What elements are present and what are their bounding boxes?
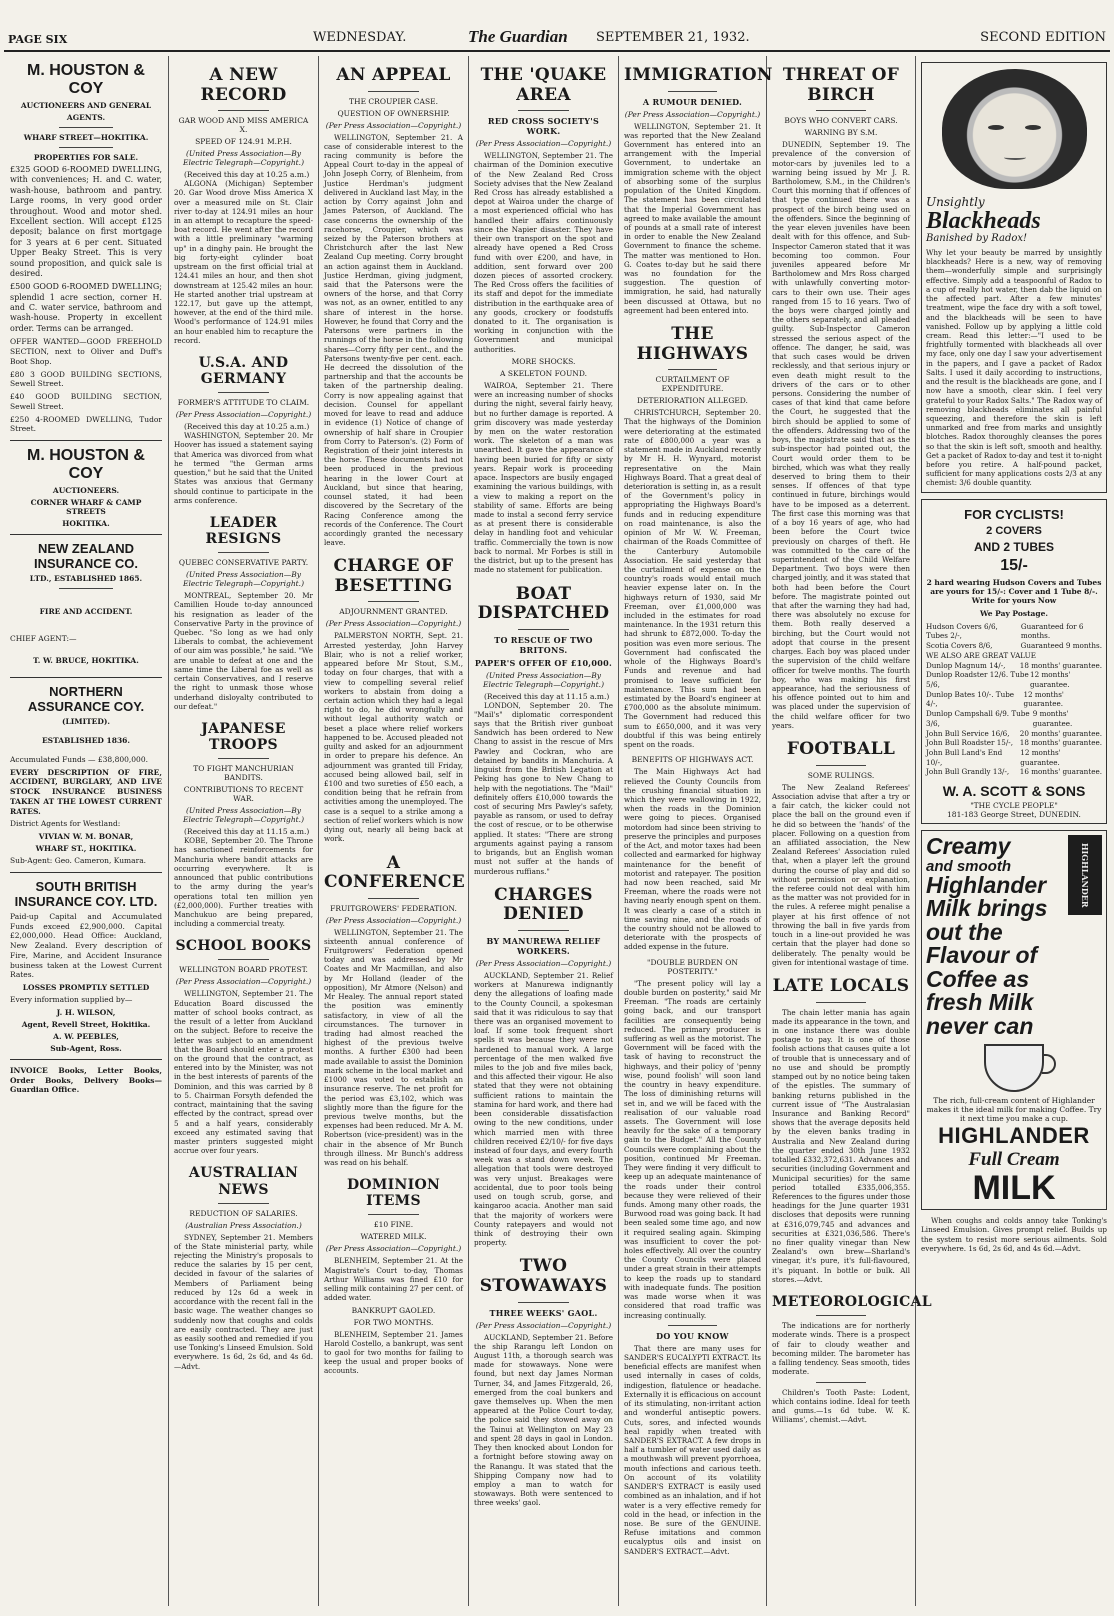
press-credit: (United Press Association—By Electric Telegraph—Copyright.) [482,670,604,689]
eye-shape [1025,125,1041,130]
price-item: John Bull Land's End 10/-, [926,748,1003,767]
headline-usa-germany: U.S.A. AND GERMANY [198,355,289,388]
milk-word: MILK [972,1169,1056,1208]
price-row [926,738,1102,748]
divider [368,91,418,92]
price-row [926,622,1102,641]
press-credit: (Per Press Association—Copyright.) [325,915,462,925]
page-number: PAGE SIX [8,33,68,46]
coffee-cup-icon [984,1044,1044,1092]
cycle-ad-tubes: AND 2 TUBES [973,539,1054,554]
subhead: RED CROSS SOCIETY'S WORK. [487,116,600,137]
subhead: WARNING BY S.M. [804,128,878,138]
houston-ad-line: AUCTIONEERS. [52,486,120,495]
column-news-6 [772,56,932,1606]
subhead: CURTAILMENT OF EXPENDITURE. [655,375,730,394]
article-body: DUNEDIN, September 19. The prevalence of the conversion of motor-cars by juveniles led to a warning being issued by Mr J. R. Bartholomew, S.M., in the Children's Court this morning that if offences of that type continued there was a prospect of the birch being used on the offenders. Since the beginning of the year eleven juveniles have been dealt with for this offence, and Sub-Inspector Cameron stated that it was becoming too common. Four juveniles appeared before Mr Bartholomew and Mrs Ross charged with unlawfully converting motor-cars to their own use. Their ages ranged from 15 to 16 years. Two of the boys were charged jointly and the others separately, and all pleaded guilty. Sub-Inspector Cameron stressed the serious aspect of the offence. The danger, he said, was that such cases would be driven recklessly, and that serious injury or even death might result to the drivers of the cars or to other persons. Considering the number of cases of that kind that came before the Court, he suggested that the birch should be applied to some of the offenders. Addressing two of the boys, the magistrate said that as the sub-inspector had pointed out, the Court would order them to be birched, which was what they really deserved to bring them to their senses. If offences of that type continued in future, birchings would have to be imposed as a deterrent. The first case this morning was that of a boy 16 years of age, who had been before the Court twice previously on charges of theft. He was committed to the care of the superintendent of the Child Welfare Department. Two boys were then charged jointly, and it was stated that both had been before the Court before. The magistrate pointed out that after the warning they had had, there was absolutely no excuse for them. Both really deserved a birching, but the Court would not adopt that course in the present charges. Each boy was placed under the supervision of the child welfare officer for twelve months. The fourth boy, who was making his first appearance, had the seriousness of his offence pointed out to him and was placed under the supervision of the child welfare officer for two years. [772,140,910,730]
south-british-ad-agent: A. W. PEEBLES, [53,1031,119,1041]
subhead: WELLINGTON BOARD PROTEST. [179,965,308,975]
milk-ad-line: Milk brings [926,895,1048,922]
milk-ad-line: and smooth [926,857,1011,875]
cycle-ad-price: 15/- [1000,556,1028,574]
divider [218,552,268,553]
subhead: THE CROUPIER CASE. [349,96,438,106]
property-listing: £325 GOOD 6-ROOMED DWELLING, with conveniences; H. and C. water, wash-house, bathroom and pantry. Large rooms, in very good order throughout. Wood and motor shed. Excellent section. Will accept £125 deposit; balance on first mortgage for 3 years at 6 per cent. Situated Upper Beaky Street. This is very sound proposition, and quick sale is desired. [10,165,162,278]
south-british-ad-name: SOUTH BRITISH INSURANCE COY. LTD. [14,878,158,909]
milk-ad-line: Flavour of [926,942,1038,969]
radox-pre-title: Unsightly [926,195,985,209]
price-item: Hudson Covers 6/6, Tubes 2/-, [926,621,998,641]
divider [518,930,568,931]
milk-brand: HIGHLANDER [938,1123,1090,1149]
radox-subtitle: Banished by Radox! [926,233,1028,244]
price-item: Dunlop Campshall 6/9. Tube 3/6, [926,709,1030,728]
column-rule [766,56,767,1606]
highlander-milk-advert [921,830,1107,1210]
property-listing: £250 4-ROOMED DWELLING, Tudor Street. [10,414,162,434]
subhead: SPEED OF 124.91 M.P.H. [195,137,292,147]
price-guarantee: 12 months' guarantee. [1023,689,1064,709]
price-row [926,767,1102,777]
headline-australian-news: AUSTRALIAN NEWS [188,1165,299,1198]
subhead-do-you-know: DO YOU KNOW [656,1330,729,1341]
south-british-ad-body: Paid-up Capital and Accumulated Funds exceed £2,900,000. Capital £2,000,000. Head Office: Auckland, New Zealand. Every description of Fire, Marine, and Accident Insurance business taken at the Lowest Current Rates. [10,911,162,980]
property-listing: £80 3 GOOD BUILDING SECTIONS, Sewell Street. [10,369,162,389]
headline-immigration: IMMIGRATION [624,65,773,85]
price-item: Scotia Covers 8/6, [926,641,993,651]
divider [10,440,162,441]
divider [218,1203,268,1204]
headline-an-appeal: AN APPEAL [336,65,451,85]
subhead: QUEBEC CONSERVATIVE PARTY. [178,558,309,568]
northern-ad-agent: VIVIAN W. M. BONAR, [38,832,134,841]
price-item: Dunlop Roadster 12/6. Tube 5/6, [926,670,1029,689]
column-rule [168,56,169,1606]
northern-ad-ltd: (LIMITED). [61,716,111,726]
divider [668,369,717,370]
price-item: Dunlop Bates 10/-. Tube 4/-, [926,689,1015,709]
milk-ad-line: never can [926,1012,1034,1039]
price-row [926,709,1102,728]
subhead: QUESTION OF OWNERSHIP. [337,108,450,118]
article-body: CHRISTCHURCH, September 20. That the highways of the Dominion were deteriorating at the estimated rate of £800,000 a year was a statement made in Auckland recently by Mr H. H. Wynyard, motorist representative on the Main Highways Board. That a great deal of deterioration is setting in, as a result of the Government's policy in appropriating the Highways Board's funds and in reducing expenditure on road maintenance, is also the opinion of Mr W. W. Freeman, chairman of the Roads Committee of the Canterbury Automobile Association. He said yesterday that the curtailment of expense on the country's roads would entail much heavier expense later on. In the highways return of 1930, said Mr Freeman, over £1,000,000 was included in the estimates for road maintenance. In the 1931 return this had shrunk to £872,000. To-day the position was even more serious. The Government had confiscated the whole of the Highways Board's Funds and revenue and had promised to leave sufficient for maintenance. This sum had been estimated by the Board's engineer at £700,000 as the absolute minimum. The Government had reduced this sum to £650,000, and it was very doubtful if this was being entirely spent on the roads. [624,408,761,750]
south-british-ad-info: Every information supplied by— [10,995,133,1004]
divider [368,898,418,899]
article-body: WASHINGTON, September 20. Mr Hoover has issued a statement saying that America was divorced from what he termed "the German arms question," but he said that the United States was anxious that Germany should continue to participate in the arms conference. [174,431,313,505]
column-display-ads [921,56,1107,1606]
subhead: BENEFITS OF HIGHWAYS ACT. [631,755,754,765]
price-guarantee: Guaranteed for 6 months. [1020,621,1084,641]
divider [668,91,717,92]
advert-body: Children's Tooth Paste: Lodent, which contains iodine. Ideal for teeth and gums.—1s 6d tube. W. K. Williams', chemist.—Advt. [772,1387,910,1425]
headline-quake-area: THE 'QUAKE AREA [480,65,607,105]
headline-football: FOOTBALL [786,739,896,760]
price-item: John Bull Service 16/6, [926,728,1010,738]
article-body: WELLINGTON, September 21. The sixteenth annual conference of Fruitgrowers' Federation opened today and was addressed by Mr Coates and Mr Macmillan, and also by Mr Holland (leader of the opposition), Mr Atmore (Nelson) and Mr Healey. The annual report stated the position was eminently satisfactory, in view of all the circumstances. The turnover in trading had almost reached the highest of the previous twelve months. A further £300 had been made available to assist the Dominion mark scheme in the local market and £1000 was voted to establish an insurance reserve. The net profit for the period was £3,102, which was slightly more than the figure for the previous twelve months, but the expenses had been reduced. Mr A. M. Robertson (vice-president) was in the chair in the absence of Mr Bunch through illness. Mr Bunch's address was read on his behalf. [324,927,463,1168]
milk-ad-line: Coffee as [926,965,1030,992]
divider [518,629,568,630]
column-news-3 [324,56,466,1606]
subhead: BY MANUREWA RELIEF WORKERS. [486,935,601,956]
headline-japanese-troops: JAPANESE TROOPS [201,721,286,754]
divider [59,588,114,589]
press-credit: (United Press Association—By Electric Telegraph—Copyright.) [182,806,304,825]
article-body: KOBE, September 20. The Throne has sanctioned reinforcements for Manchuria where bandit attacks are occurring everywhere. It is announced that public contributions to the army during the year's operations total ten million yen (£2,000,000). Further treaties with Manchukuo are being prepared, including a commercial treaty. [174,836,313,929]
houston-ad-name: M. HOUSTON & COY [27,447,145,482]
cycle-ad-write: Write for yours Now [971,595,1057,605]
divider [816,765,866,766]
press-credit: (Per Press Association—Copyright.) [175,977,312,987]
article-body: "The present policy will lay a double burden on posterity," said Mr Freeman. "The roads are certainly going back, and our transport facilities are consequently being reduced. The primary producer is suffering as well as the motorist. The Government will be faced with the task of having to reconstruct the highways, and their policy of 'penny wise, pound foolish' will soon land the country in heavy expenditure. The loss of diminishing returns will set in, and we will be faced with the realisation of our valuable road assets. The Government will lose heavily for the sake of a temporary gain to the Budget." All the County Councils were complaining about the position, continued Mr Freeman. They were finding it very difficult to keep up an adequate maintenance of the roads under their control because they were relieved of their funds. Among many other roads, the Burwood road was going back. It had been sealed some time ago, and now it required sealing again. Skimping was insufficient to cover the pot-holes effectively. All over the country the County Councils were placed under a great strain in their attempts to keep the roads up to standard with inadequate funds. The position was made worse when it was considered that road traffic was increasing continually. [624,978,761,1320]
eye-shape [988,125,1004,130]
milk-ad-line: Highlander [926,871,1047,898]
price-row [926,670,1102,689]
northern-ad-agent: Sub-Agent: Geo. Cameron, Kumara. [10,856,147,865]
houston-ad-line: AGENTS. [66,113,106,122]
radox-advert [921,62,1107,493]
divider [816,110,866,111]
property-listing: £500 GOOD 6-ROOMED DWELLING; splendid 1 acre section, corner H. and C. water service, bathroom and wash-house. Property in excellent order. Terms can be arranged. [10,282,162,333]
divider [10,1059,162,1060]
column-rule [915,56,916,1606]
press-credit: (Per Press Association—Copyright.) [475,1320,612,1330]
subhead: BANKRUPT GAOLED. [351,1305,436,1315]
invoice-books-ad: INVOICE Books, Letter Books, Order Books, Delivery Books—Guardian Office. [10,1065,162,1095]
subhead: DETERIORATION ALLEGED. [637,396,748,406]
nzi-ad-name: NEW ZEALAND INSURANCE CO. [33,541,138,571]
south-british-ad-agent: Agent, Revell Street, Hokitika. [21,1019,151,1029]
masthead [8,27,1106,48]
column-rule [468,56,469,1606]
subhead: A RUMOUR DENIED. [642,96,743,107]
subhead: FORMER'S ATTITUDE TO CLAIM. [177,398,310,408]
subhead: CONTRIBUTIONS TO RECENT WAR. [183,785,304,804]
newspaper-title: The Guardian [468,27,568,46]
price-item: John Bull Roadster 15/-, [926,738,1014,748]
press-credit: (Per Press Association—Copyright.) [175,410,312,420]
subhead: WATERED MILK. [360,1232,427,1242]
milk-ad-caption: The rich, full-cream content of Highlander makes it the ideal milk for making Coffee. Try it next time you make a cup. [926,1096,1102,1124]
press-credit: (Per Press Association—Copyright.) [624,109,761,119]
subhead: PAPER'S OFFER OF £10,000. [474,657,613,668]
article-body: PALMERSTON NORTH, Sept. 21. Arrested yesterday, John Harvey Blair, who is not a relief worker, appeared before Mr Stout, S.M., today on four charges, that with a view to compelling several relief workers to abstain from doing a certain action which they had a legal right to do, he did wrongfully and without legal authority watch or beset a place where relief workers happened to be. Accused pleaded not guilty and asked for an adjournment in order to prepare his defence. An adjournment was granted till Friday, accused being allowed bail, self in £100 and two sureties of £50 each, a condition being that he refrain from activities among the unemployed. The case is a sequel to a strike among a section of relief workers which is now dying out, nearly all being back at work. [324,631,463,844]
subhead: A SKELETON FOUND. [500,368,587,378]
scott-address: 181-183 George Street, DUNEDIN. [947,810,1081,820]
subhead: THREE WEEKS' GAOL. [489,1307,598,1318]
scott-tagline: "THE CYCLE PEOPLE" [970,801,1058,811]
article-body: The indications are for northerly moderate winds. There is a prospect of fair to cloudy weather and becoming milder. The barometer has a falling tendency. Seas smooth, tides moderate. [772,1321,910,1377]
subhead: REDUCTION OF SALARIES. [189,1208,298,1218]
divider [816,1382,866,1383]
houston-ad-sale: PROPERTIES FOR SALE. [33,153,139,162]
subhead: MORE SHOCKS. [511,356,576,366]
divider [816,1315,866,1316]
article-body: MONTREAL, September 20. Mr Camillien Houde to-day announced his resignation as leader of the Conservative Party in the province of Quebec. "So long as we had only Liberals to combat, the achievement of our aim was possible," he said. "We are unable to defeat at one and the same time the Liberal foe as well as certain Conservatives, and I reserve the right to unmask those whose underhand disloyalty contributed to our defeat." [174,591,313,711]
press-credit: (Per Press Association—Copyright.) [325,120,462,130]
subhead: ADJOURNMENT GRANTED. [339,607,448,617]
received-line: (Received this day at 10.25 a.m.) [184,170,310,180]
subhead: BOYS WHO CONVERT CARS. [784,116,898,126]
advert-body: When coughs and colds annoy take Tonking's Linseed Emulsion. Gives prompt relief. Builds up the system to resist more serious ailments. Sold everywhere. 1s 6d, 2s 6d, and 4s 6d.—Advt. [921,1216,1107,1253]
divider [368,1214,418,1215]
price-guarantee: 12 months' guarantee. [1030,670,1071,689]
press-credit: (Per Press Association—Copyright.) [325,619,462,629]
article-body: The New Zealand Referees' Association advise that after a try or a fair catch, the kicker could not place the ball on the ground even if he did so between the 'hands' of the placer. Following on a question from an affiliated association, the New Zealand Referees' Association ruled that, when a player left the ground during the course of play and did so without permission or explanation, the referee could not deal with him as the matter was not provided for in the rules. A referee might penalise a player at his first offence of not throwing the ball in five yards from touch in a line-out provided he was certain that the player had done so deliberately. The penalty would be given for intentional wastage of time. [772,782,910,967]
advert-body: That there are many uses for SANDER'S EUCALYPTI EXTRACT. Its beneficial effects are manifest when used internally in cases of colds, indigestion, flatulence or headache. Externally it is efficacious on account of its stimulating, non-irritant action and wonderful antiseptic powers. Cuts, sores, and infected wounds heal rapidly when treated with SANDER'S EXTRACT. A few drops in half a tumbler of water used daily as a mouthwash will prevent pyorrhoea, mouth infections and carious teeth. On account of its volatility SANDER'S EXTRACT is easily used combined as an inhalation, and if hot water is a very effective remedy for cold in the head, or infection in the nose. Be sure of the GENUINE. Refuse imitations and common eucalyptus oils and insist on SANDER'S EXTRACT.—Advt. [624,1343,761,1556]
edition-label: SECOND EDITION [980,30,1106,45]
south-british-ad-losses: LOSSES PROMPTLY SETTLED [22,983,150,992]
price-row [926,661,1102,671]
scott-name: W. A. SCOTT & SONS [942,783,1086,800]
cycle-price-list [926,622,1102,778]
received-line: (Received this day at 10.25 a.m.) [184,422,310,432]
subhead: "DOUBLE BURDEN ON POSTERITY." [647,957,738,976]
northern-ad-description: EVERY DESCRIPTION OF FIRE, ACCIDENT, BURGLARY, AND LIVE STOCK INSURANCE BUSINESS TAKEN AT THE LOWEST CURRENT RATES. [10,767,162,816]
headline-new-record: A NEW RECORD [200,65,287,105]
houston-ad-address: CORNER WHARF & CAMP STREETS [30,498,142,516]
south-british-ad-agent: Sub-Agent, Ross. [50,1043,122,1053]
milk-ad-line: Creamy [926,833,1011,860]
press-credit: (United Press Association—By Electric Telegraph—Copyright.) [182,570,304,589]
subhead: GAR WOOD AND MISS AMERICA X. [178,116,309,135]
divider [10,872,162,873]
column-news-4 [474,56,613,1606]
divider [816,1002,866,1003]
price-guarantee: 9 months' guarantee. [1032,709,1073,728]
milk-ad-line: fresh Milk [926,989,1034,1016]
headline-meteorological: METEOROLOGICAL [772,1294,932,1311]
article-body: WELLINGTON, September 21. The Education Board discussed the matter of school books contract, as the result of a letter from Auckland on the subject. Before to receive the letter was subject to an amendment that the Board should enter a protest on the ground that the contract, as entered into by the Minister, was not in the best interests of parents of the Dominion, and this was carried by 8 to 5. Chairman Forsyth defended the contract, maintaining that the saving effected by the contract, spread over 5 and a half years, considerably exceed any estimated saving that master printers suggested might accrue over four years. [174,989,313,1156]
nzi-ad-agent-label: CHIEF AGENT:— [10,634,77,643]
property-listing: £40 GOOD BUILDING SECTION, Sewell Street. [10,392,162,411]
divider [218,110,268,111]
cycle-ad-postage: We Pay Postage. [979,608,1049,618]
article-body: AUCKLAND, September 21. Before the ship Rarangu left London on August 11th, a thorough search was made for stowaways. None were found, but next day James Norman Turner, 34, and James Fitzgerald, 26, emerged from the coal bunkers and gave themselves up. When the men appeared at the Police Court to-day, the police said they stowed away on the Tainui at Wellington on May 23 and spent 28 days in gaol in London. They then knocked about London for a fortnight before stowing away on the Ranangu. It was stated that the Shipping Company now had to employ a man to watch for stowaways. Both were sentenced to three weeks' gaol. [474,1332,613,1508]
houston-ad-address: WHARF STREET—HOKITIKA. [23,133,149,142]
headline-a-conference: A CONFERENCE [324,852,466,893]
price-guarantee: 12 months' guarantee. [1020,748,1061,767]
article-body: LONDON, September 20. The "Mail's" diplomatic correspondent says that the British river gunboat Sandwich has been ordered to New Chang to assist in the rescue of Mrs Pawley and Cockran, who are detained by bandits in Manchuria. A linguist from the British Legation at Peking has gone to New Chang to help with the negotiations. The "Mail" definitely offers £10,000 towards the cost of securing Mrs Pawley's safety, payable as ransom, or used to defray the cost of rescue, or to be otherwise applied. It states: "There are strong arguments against paying a ransom to brigands, but an English woman must not suffer at the hands of murderous ruffians." [474,700,613,876]
south-british-ad-agent: J. H. WILSON, [56,1007,116,1017]
divider [59,127,114,128]
milk-full-cream: Full Cream [968,1149,1060,1171]
woman-portrait-illustration [942,69,1087,189]
price-item: John Bull Grandly 13/-, [926,767,1010,777]
price-item: WE ALSO ARE GREAT VALUE [926,650,1036,660]
divider [518,1302,568,1303]
divider [518,110,568,111]
northern-ad-name: NORTHERN ASSURANCE COY. [27,683,145,714]
divider [10,534,162,535]
radox-title: Blackheads [926,208,1041,234]
column-news-5 [624,56,773,1606]
subhead: FRUITGROWERS' FEDERATION. [330,903,457,913]
price-guarantee: Guaranteed 9 months. [1020,641,1102,651]
divider [10,677,162,678]
headline-the-highways: THE HIGHWAYS [636,324,749,364]
property-listing: OFFER WANTED—GOOD FREEHOLD SECTION, next to Oliver and Duff's Boot Shop. [10,337,162,366]
article-body: WELLINGTON, September 21. A case of considerable interest to the racing community is before the Appeal Court to-day in the appeal of John Joseph Corry, of Blenheim, from Justice Herdman's judgment delivered in Auckland last May, in the action by Corry against John and James Paterson, of Auckland. The case concerns the ownership of the racehorse, Croupier, which was seized by the Paterson brothers at Christchurch after the last New Zealand Cup meeting. Corry brought an action against them in Auckland. Justice Herdman, giving judgment, said that the Patersons were the owners of the horse, and that Corry was not, as an owner, entitled to any share of interest in the horse. However, he found that Corry and the Patersons were partners in the runnings of the horse in the following shares—Corry fifty per cent., and the Patersons twenty-five per cent. each. He decreed the dissolution of the partnership and that the accounts be taken of the partnership dealing. Corry is now appealing against that decision. Counsel for appellant moved for leave to read and adduce in evidence (1) Notice of change of ownership of half share in Croupier from Corry to Paterson's. (2) Form of Registration of their joint interests in the horse. These documents had not been produced in the previous hearing in the lower Court at Auckland, but since that hearing, counsel stated, it had been discovered by the Secretary of the Racing Conference among the records of the Conference. The Court accordingly granted the necessary leave. [324,132,463,548]
divider [218,758,268,759]
headline-charges-denied: CHARGES DENIED [494,884,593,925]
cycle-advert [921,499,1107,825]
price-row [926,729,1102,739]
mouth-shape [1004,155,1026,160]
price-guarantee: 16 months' guarantee. [1019,767,1102,777]
headline-threat-of-birch: THREAT OF BIRCH [782,65,900,105]
milk-ad-line: out the [926,918,1003,945]
cup-handle-shape [1042,1054,1056,1074]
issue-day: WEDNESDAY. [313,30,407,45]
headline-two-stowaways: TWO STOWAWAYS [479,1256,608,1296]
headline-leader-resigns: LEADER RESIGNS [205,514,282,548]
northern-ad-funds: Accumulated Funds — £38,800,000. [10,754,148,764]
divider [218,392,268,393]
article-body: WELLINGTON, September 21. The chairman of the Dominion executive of the New Zealand Red Cross Society advises that the New Zealand Red Cross has already established a depot at Wairoa under the charge of a most experienced official who has handled their affairs continuously since the Napier disaster. They have their own transport on the spot and already have opened a Red Cross fund with over £200, and have, in addition, sent forward over 200 dozen pieces of assorted crockery. The Red Cross offers the facilities of its staff and depot for the immediate distribution in the earthquake area of any goods, crockery or foodstuffs donated to it. The organisation is working in conjunction with the Government and municipal authorities. [474,151,613,354]
nzi-ad-agent: T. W. BRUCE, HOKITIKA. [33,655,139,665]
press-credit: (Per Press Association—Copyright.) [475,958,612,968]
article-body: The chain letter mania has again made its appearance in the town, and in one instance there was double postage to pay. It is one of those foolish actions that causes quite a lot of trouble that is unnecessary and of no use and should be promptly stamped out by no notice being taken of the epistles. The summary of banking returns published in the current issue of "The Australasian Insurance and Banking Record" shows that the average deposits held by the eleven banks trading in Australia and New Zealand during the quarter ended 30th June 1932 totalled £332,372,631. Advances and securities (including Government and Municipal securities) for the same period totalled £335,006,355. References to the figures under those headings for the June quarter 1931 discloses that deposits were running at £316,079,745 and advances and securities at £321,036,586. There's no finer quality vinegar than New Zealand's own brew—Sharland's vinegar, it's pure, it's full-flavoured, it's piquant. In bottle or bulk. All stores.—Advt. [772,1007,911,1284]
houston-ad-town: HOKITIKA. [62,519,110,528]
price-row [926,641,1102,651]
price-row [926,748,1102,767]
subhead: £10 FINE. [373,1220,414,1230]
headline-boat-dispatched: BOAT DISPATCHED [477,583,610,624]
houston-ad-line: AUCTIONEERS AND GENERAL [20,101,152,110]
headline-school-books: SCHOOL BOOKS [175,938,312,955]
column-rule [618,56,619,1606]
headline-dominion-items: DOMINION ITEMS [346,1177,441,1210]
price-row [926,690,1102,709]
divider [218,959,268,960]
subhead: TO FIGHT MANCHURIAN BANDITS. [193,764,294,783]
issue-date: SEPTEMBER 21, 1932. [596,30,750,45]
press-credit: (Per Press Association—Copyright.) [325,1244,462,1254]
subhead: TO RESCUE OF TWO BRITONS. [494,634,593,655]
divider [59,147,114,148]
cycle-ad-covers: 2 COVERS [986,524,1042,537]
houston-ad-name: M. HOUSTON & COY [27,62,145,97]
column-rule [318,56,319,1606]
price-guarantee: 18 months' guarantee. [1019,738,1102,748]
nzi-ad-fire: FIRE AND ACCIDENT. [39,607,133,616]
article-body: BLENHEIM, September 21. At the Magistrate's Court to-day, Thomas Arthur Williams was fined £10 for selling milk containing 27 per cent. of added water. [324,1256,463,1303]
cycle-ad-note: 2 hard wearing Hudson Covers and Tubes are yours for 15/-: Cover and 1 Tube 8/-. [926,577,1102,596]
article-body: WAIROA, September 21. There were an increasing number of shocks during the night, several fairly heavy, but no further damage is reported. A grim discovery was made yesterday by men on the water restoration work. The skeleton of a man was unearthed. It gave the appearance of having been buried for fifty or sixty years. Repair work is proceeding apace. Inspectors are busily engaged examining the various buildings, with a view to making a report on the stability of same. Efforts are being made to instal a second ferry service as at present there is considerable delay in handling foot and vehicular traffic. Commercially the town is now back to normal. Mr Forbes is still in the district, but up to the present has made no statement for publication. [474,380,613,575]
received-line: (Received this day at 11.15 a.m.) [484,691,610,701]
northern-ad-established: ESTABLISHED 1836. [41,735,131,745]
cycle-ad-headline: FOR CYCLISTS! [964,506,1064,522]
article-body: AUCKLAND, September 21. Relief workers at Manurewa indignantly deny the allegations of loafing made to the County Council, a spokesman said that it was ridiculous to say that there was an organised movement to loaf. If some took frequent short spells it was because they were not hardened to manual work. A large percentage of the men walked five miles to the job and five miles back, and this affected their vigour. He also stated that they were not obtaining sufficient rations to maintain the stamina for hard work, and there had been considerable dissatisfaction owing to the new conditions, under which married men with three children received £2/10/- for five days instead of four days, and every fourth week was a stand down week. The allegation that tools were destroyed was very unjust. Breakages were accidental, due to poor tools being used on tough scrub, gorse, and kaingaroo acacia. Another man said that the majority of workers were County ratepayers and would not think of destroying their own property. [474,970,613,1248]
subhead: FOR TWO MONTHS. [353,1317,434,1327]
article-body: ALGONA (Michigan) September 20. Gar Wood drove Miss America X over a measured mile on St. Clair river to-day at 124.91 miles an hour in an attempt to recapture the speed-boat record. He went after the record with a little preliminary "warming up" in a dinghy pain. He brought the big forty-eight cylinder boat upstream on the first official trial at 124.41 miles an hour, and then shot downstream at 125.42 miles an hour. He started another trial upstream at 122.17, but gave up the attempt, however, at the end of the third mile. Wood's performance of 124.91 miles an hour enabled him to recapture the record. [174,179,313,345]
northern-ad-agent: WHARF ST., HOKITIKA. [35,844,137,853]
received-line: (Received this day at 11.15 a.m.) [184,827,310,837]
price-guarantee: 20 months' guarantee. [1019,728,1102,738]
column-advertisements [10,56,162,1606]
price-item: Dunlop Magnum 14/-, [926,660,1006,670]
northern-ad-agents: District Agents for Westland: [10,819,121,829]
article-body: BLENHEIM, September 21. James Harold Costello, a bankrupt, was sent to gaol for two months for failing to keep the usual and proper books of accounts. [324,1329,463,1376]
press-credit: (Australian Press Association.) [185,1220,302,1230]
price-row [926,651,1102,661]
price-guarantee: 18 months' guarantee. [1019,660,1102,670]
nzi-ad-established: LTD., ESTABLISHED 1865. [29,574,143,583]
article-body: The Main Highways Act had relieved the County Councils from the crushing financial situation in which they were wallowing in 1922, when the roads in the Dominion were going to pieces. Organised motordom had since been striving to preserve the principles and purposes of the Act, and motor taxes had been collected and earmarked for highway maintenance for the benefit of motorist and ratepayer. The position had now been reached, said Mr Freeman, where the roads were not having nearly enough spent on them. It was clearly a case of a stitch in time saving nine, and the roads of the country should not be allowed to deteriorate with the prospects of added expense in the future. [624,767,761,952]
masthead-rule [4,50,1110,52]
divider [368,601,418,602]
article-body: WELLINGTON, September 21. It was reported that the New Zealand Government has entered into an arrangement with the Imperial Government, to undertake an immigration scheme with the object of absorbing some of the surplus population of the United Kingdom. The statement has been circulated that the Imperial Government has agreed to make available the amount of pounds at a small rate of interest in order to enable the New Zealand Government to finance the scheme. The matter was mentioned to Hon. G. Coates to-day but he said there was no foundation for the suggestion. The question of immigration, he said, had naturally been discussed at Ottawa, but no agreement had been entered into. [624,121,761,315]
subhead: SOME RULINGS. [807,770,875,780]
press-credit: (Per Press Association—Copyright.) [475,139,612,149]
column-news-2 [174,56,313,1606]
radox-body: Why let your beauty be marred by unsightly blackheads? Here is a new, way of removing them—wonderfully simple and surprisingly effective. Simply add a teaspoonful of Radox to a cup of really hot water, then dab the liquid on the affected part. After a few minutes' treatment, wipe the face dry with a soft towel, and the blackheads will be seen to have vanished. Follow up by applying a little cold cream. Read this letter:—"I used to be frightfully tormented with blackheads all over my face, only one day I saw your advertisement in the papers, and I gave a packet of Radox Salts. I used it daily according to instructions, and the result is the blackheads are gone, and I now have a smooth, clear skin. I feel very grateful to your Radox Salts." The Radox way of removing blackheads eliminates all painful squeezing, and therefore the skin is left unmarked and free from marks and unsightly blotches. Radox thoroughly cleanses the pores so that the skin is left soft, smooth and healthy. Get a packet of Radox to-day and test it to-night before you retire. A half-pound packet, sufficient for many applications costs 2/3 at any chemist: 3/6 double quantity. [926,248,1102,488]
headline-late-locals: LATE LOCALS [772,976,910,997]
headline-charge-of-besetting: CHARGE OF BESETTING [333,556,454,596]
press-credit: (United Press Association—By Electric Telegraph—Copyright.) [182,149,304,168]
divider [668,1325,717,1326]
article-body: SYDNEY, September 21. Members of the State ministerial party, while rejecting the Ministry's proposals to reduce the salaries by 15 per cent, decided in favour of the salaries of Members of Parliament being reduced by 12s 6d a week in accordance with the recent fall in the basic wage. The weather changes so suddenly now that coughs and colds are easily contracted. They are just as easily soothed and remedied if you use Tonking's Linseed Emulsion. Sold everywhere. 1s 6d, 2s 6d, and 4s 6d.—Advt. [174,1232,313,1371]
milk-tin-illustration: HIGHLANDER [1068,835,1102,915]
